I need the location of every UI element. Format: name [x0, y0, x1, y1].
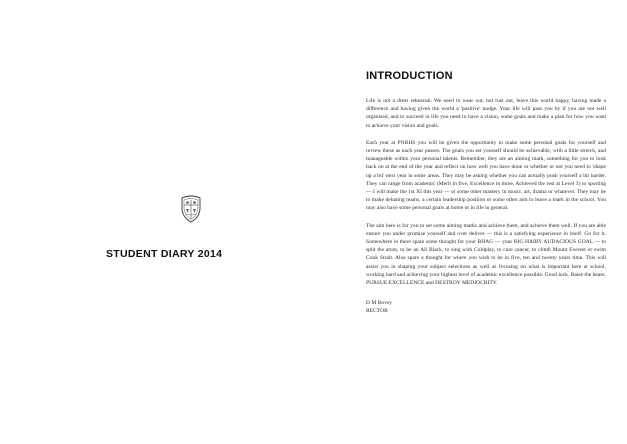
signature-role: RECTOR	[366, 308, 388, 315]
signature-block	[366, 299, 606, 315]
intro-paragraph-3: The aim here is for you to set some aiming marks and achieve them, and achieve them well. If you are able ensure you under promise yourself and over deliver — this is a satisfying experience in itself. Go for it. Somewhere in there spare some thought for your BHAG — your BIG HAIRY AUDACIOUS GOAL — to split the atom, to be an All Black, to sing with Coldplay, to cure cancer, to climb Mount Everest or swim Cook Strait. Also spare a thought for where you wish to be in five, ten and twenty years time. This will assist you in shaping your subject selections as well as focusing on what is important here at school, working hard and achieving your highest level of academic excellence possible. Good luck. Raise the beam. PURSUE EXCELLENCE and DESTROY MEDIOCRITY.	[366, 222, 606, 287]
signature-name: D M Bovey	[366, 300, 393, 307]
left-page	[0, 0, 313, 444]
school-crest-icon	[179, 195, 203, 223]
introduction-body	[366, 97, 606, 316]
intro-paragraph-2: Each year at PNBHS you will be given the opportunity to make some personal goals for yourself and review these as each year passes. The goals you set yourself should be achievable, with a little stretch, and manageable within your personal talents. Remember, they are an aiming mark, something for you to look back on at the end of the year and reflect on how well you have done or whether or not you need to 'shape up a bit' next year in some areas. They may be asking whether you can actually push yourself a bit harder. They can range from academic (Merit in five, Excellence in three, Achieved the rest at Level 3) to sporting — I will make the 1st XI this year — or some other mastery in music, art, drama or whatever. They may be to make debating teams, a certain leadership position or some other aim to leave a mark in the school. You may also have some personal goals at home or in life in general.	[366, 139, 606, 212]
intro-paragraph-1: Life is not a dress rehearsal. We need to wear out, not rust out, leave this world happy, having made a difference and having given the world a 'positive' nudge. Your life will pass you by if you are not well organised, and to succeed in life you need to have a vision, some goals and make a plan for how you want to achieve your vision and goals.	[366, 98, 606, 129]
right-page	[313, 0, 627, 444]
introduction-heading: INTRODUCTION	[366, 70, 453, 82]
diary-title: STUDENT DIARY 2014	[106, 248, 223, 260]
